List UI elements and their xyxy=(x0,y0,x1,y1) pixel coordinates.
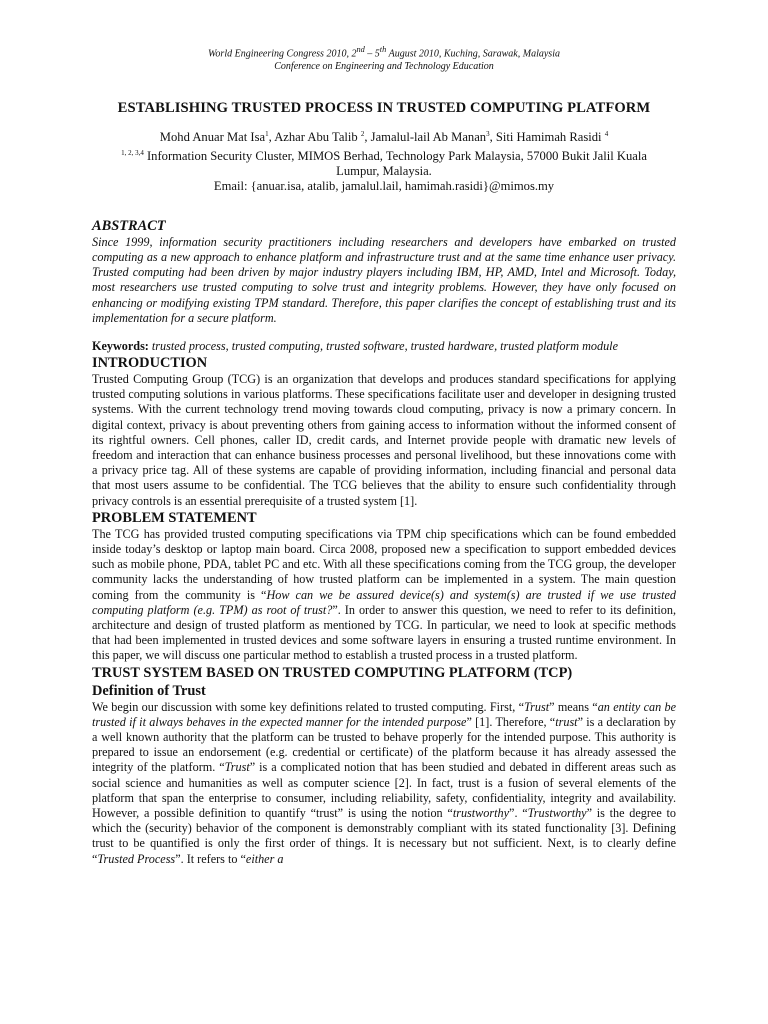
introduction-heading: INTRODUCTION xyxy=(92,354,208,371)
introduction-text: Trusted Computing Group (TCG) is an organization that develops and produces standard specifications for applying trusted computing solutions in various platforms. These specifications facilitate user and developer in designing trusted systems. With the current technology trend moving towards cloud computing, privacy is now a primary concern. In digital context, privacy is about preventing others from gaining access to information without the informed consent of its rightful owners. Cell phones, caller ID, credit cards, and Internet provide people with dramatic new levels of freedom and interaction that can enhance business processes and personal livelihood, but these innovations come with a privacy price tag. All of these systems are capable of providing information, including financial and personal data that most users assume to be confidential. The TCG believes that the ability to ensure such confidentiality through privacy controls is an essential prerequisite of a trusted system [1]. xyxy=(92,371,676,508)
conference-header xyxy=(92,0,676,73)
keywords-label: Keywords: xyxy=(92,338,149,353)
problem-statement-text: The TCG has provided trusted computing specifications via TPM chip specifications which can be found embedded inside today’s desktop or laptop main board. Circa 2008, proposed new a specification to support embedded devices such as mobile phone, PDA, tablet PC and etc. With all these specifications coming from the TCG group, the developer community lacks the understanding of how trusted platform can be implemented in a system. The main question coming from the community is “How can we be assured device(s) and system(s) are trusted if we use trusted computing platform (e.g. TPM) as root of trust?”. In order to answer this question, we need to refer to its definition, architecture and design of trusted platform as mentioned by TCG. In particular, we need to look at specific methods that had been implemented in trusted devices and some software layers in ensuring a trusted runtime environment. In this paper, we will discuss one particular method to establish a trusted process in a trusted platform. xyxy=(92,526,676,663)
author-affiliation-2: Lumpur, Malaysia. xyxy=(336,163,432,178)
author-affiliation: $^{1, 2, 3,4}$ Information Security Cluster, MIMOS Berhad, Technology Park Malaysia, 57000 Bukit Jalil Kuala xyxy=(121,148,647,163)
abstract-heading: ABSTRACT xyxy=(92,217,166,234)
definition-of-trust-heading: Definition of Trust xyxy=(92,682,206,699)
keywords-line xyxy=(92,339,676,354)
author-block xyxy=(92,127,676,193)
conference-line-2: Conference on Engineering and Technology Education xyxy=(274,60,494,72)
conference-line-1: World Engineering Congress 2010, 2nd – 5th August 2010, Kuching, Sarawak, Malaysia xyxy=(208,45,560,60)
keywords-text: trusted process, trusted computing, trusted software, trusted hardware, trusted platform module xyxy=(148,338,618,353)
author-names: Mohd Anuar Mat Isa$^1$, Azhar Abu Talib $^2$, Jamalul-lail Ab Manan$^3$, Siti Hamimah Rasidi $^4$ xyxy=(159,130,609,145)
problem-statement-heading: PROBLEM STATEMENT xyxy=(92,509,257,526)
abstract-text: Since 1999, information security practitioners including researchers and developers have embarked on trusted computing as a new approach to enhance platform and infrastructure trust and at the same time enhance user privacy. Trusted computing had been driven by major industry players including IBM, HP, AMD, Intel and Microsoft. Today, most researchers use trusted computing to solve trust and integrity problems. However, they have only focused on enhancing or modifying existing TPM standard. Therefore, this paper clarifies the concept of establishing trust and its implementation for a secure platform. xyxy=(92,234,676,325)
paper-title: ESTABLISHING TRUSTED PROCESS IN TRUSTED COMPUTING PLATFORM xyxy=(117,100,651,117)
definition-of-trust-text: We begin our discussion with some key definitions related to trusted computing. First, “Trust” means “an entity can be trusted if it always behaves in the expected manner for the intended purpose” [1]. Therefore, “trust” is a declaration by a well known authority that the platform can be trusted to behave properly for the intended purpose. This authority is prepared to issue an endorsement (e.g. credential or certificate) of the platform because it has already assessed the integrity of the platform. “Trust” is a complicated notion that has been studied and debated in different areas such as social science and humanities as well as computer science [2]. In fact, trust is a fusion of several elements of the platform that span the enterprise to consumer, including reliability, safety, confidentiality, integrity and availability. However, a possible definition to quantify “trust” is using the notion “trustworthy”. “Trustworthy” is the degree to which the (security) behavior of the component is demonstrably compliant with its stated functionality [3]. Defining trust to be quantified is only the first order of things. It is necessary but not sufficient. Next, is to clearly define “Trusted Process”. It refers to “either a xyxy=(92,699,677,866)
tcp-section-heading: TRUST SYSTEM BASED ON TRUSTED COMPUTING PLATFORM (TCP) xyxy=(92,664,573,681)
author-email: Email: {anuar.isa, atalib, jamalul.lail, hamimah.rasidi}@mimos.my xyxy=(213,178,555,193)
